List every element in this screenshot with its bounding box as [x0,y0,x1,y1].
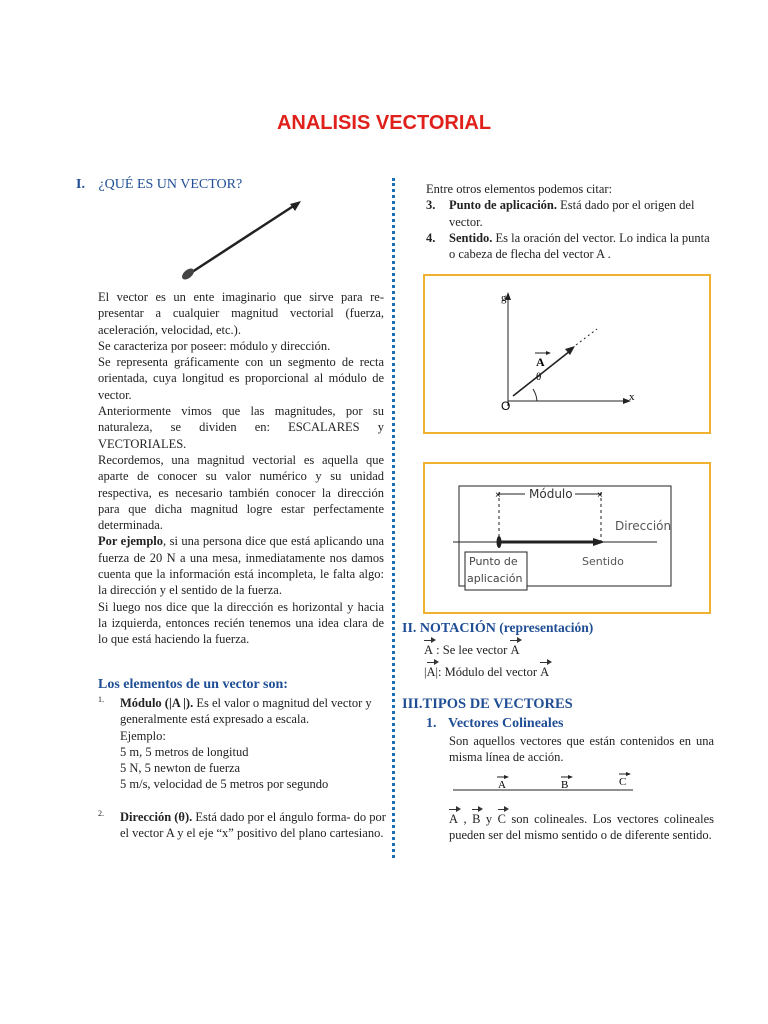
list-marker: 1. [98,695,104,704]
vector-arrowhead [290,201,301,211]
item-text: Está dado por el origen del vector. [449,198,695,229]
vector-label-arrow [546,351,551,355]
example-text: , si una persona dice que está aplicando una fuerza de 20 N a una mesa, inmediatamente nos damos cuenta que la información está incompleta, le falta algo: la dirección y el sentido de la fuerza. [98,534,384,598]
line-of-action [576,329,597,345]
modulo-label: Módulo [529,487,573,501]
section-label: NOTACIÓN [419,621,496,636]
section-heading-vector [76,177,242,193]
list-item-direccion [98,809,386,842]
notation-line-modulo [424,664,549,680]
vector-c: C [619,776,627,788]
vector-symbol: B [472,812,481,826]
modulo-mark-right: × [597,490,603,501]
subsection-heading-colineales [426,716,563,732]
vector-elements-svg [425,464,709,612]
colineales-explanation [449,811,714,844]
direccion-label: Dirección [615,519,672,533]
more-elements-lead: Entre otros elementos podemos citar: [426,182,613,196]
vector-a-label: A [536,355,545,369]
example-line: 5 m, 5 metros de longitud [120,744,249,759]
vec-c-arrow [626,772,631,776]
item-text: Está dado por el ángulo forma- do por el vector A y el eje “x” positivo del plano cartesiano. [120,809,386,841]
intro-paragraph: Se caracteriza por poseer: módulo y dirección. [98,338,331,353]
notation-bar: | [424,665,427,679]
subsection-number: 1. [426,716,437,731]
example-line: 5 m/s, velocidad de 5 metros por segundo [120,777,329,792]
colineales-definition: Son aquellos vectores que están contenidos en una misma línea de acción. [449,734,714,765]
notation-text: |: Módulo del vector [435,665,541,679]
vector-symbol: A [424,643,434,657]
vec-b-arrow [568,775,573,779]
intro-paragraph: El vector es un ente imaginario que sirve para re- presentar a cualquier magnitud vectorial (fuerza, aceleración, velocidad, etc.). [98,290,384,337]
example-line: 5 N, 5 newton de fuerza [120,761,241,776]
item-label: Módulo (|A |). [120,696,194,710]
example-label: Ejemplo: [120,728,166,743]
more-elements [426,181,716,262]
column-divider [392,178,395,858]
item-number: 4. [426,230,436,245]
item-text: Es la oración del vector. Lo indica la punta o cabeza de flecha del vector A . [449,230,710,262]
elements-list [98,695,386,841]
section-label: ¿QUÉ ES UN VECTOR? [98,177,243,192]
notation-line-vector [424,642,519,658]
intro-paragraph: Anteriormente vimos que las magnitudes, por su naturaleza, se dividen en: ESCALARES y VECTORIALES. [98,404,384,451]
item-label: Sentido. [449,230,493,245]
origin-label: O [501,399,511,413]
intro-paragraph: Recordemos, una magnitud vectorial es aquella que aparte de conocer su valor numérico y su unidad respectiva, es necesario también conocer la dirección para que dicha magnitud logre estar perfectamente determinada. [98,452,384,533]
vector-symbol: C [497,812,506,826]
x-axis-label: x [629,391,635,403]
vector-symbol: A [449,812,459,826]
angle-label: θ [536,371,542,383]
vector-illustration [180,196,305,286]
vector-shaft [189,205,295,274]
vector-axis-svg [425,276,709,432]
vector-head [593,538,605,546]
notation-text: : Se lee vector [433,643,511,657]
aplicacion-label: aplicación [467,572,523,585]
intro-paragraph: Se representa gráficamente con un segmento de recta orientada, cuya longitud es proporcional al módulo de vector. [98,355,384,402]
vector-a: A [498,779,506,791]
comma: , [458,812,473,826]
vector-origin-point [180,266,196,281]
vector-b: B [561,779,569,791]
list-item-modulo [98,695,386,793]
collinear-vectors-illustration [447,770,637,796]
colineales-text: son colineales. Los vectores colineales pueden ser del mismo sentido o de diferente sentido. [449,812,714,843]
punto-label: Punto de [469,555,518,568]
item-number: 3. [426,198,436,213]
angle-arc [533,389,537,401]
vector-axis-diagram [423,274,711,434]
example-paragraph [98,533,384,598]
example-followup: Si luego nos dice que la dirección es horizontal y hacia la izquierda, entonces recién tenemos una idea clara de lo que está haciendo la fuerza. [98,599,384,647]
intro-text [98,289,384,648]
y-axis-label: g [501,292,507,304]
list-item-sentido [426,230,716,263]
item-text: Es el valor o magnitud del vector y generalmente está expresado a escala. [120,696,372,727]
item-label: Punto de aplicación. [449,198,557,213]
subsection-label: Vectores Colineales [448,716,564,731]
vector-symbol: A [426,665,436,679]
section-sub-label: (representación) [495,620,594,635]
modulo-mark-left: × [495,490,501,501]
item-label: Dirección (θ). [120,809,193,824]
section-number: II. [402,621,417,636]
list-marker: 2. [98,808,104,818]
example-lead: Por ejemplo [98,534,164,549]
vector-symbol: A [540,665,550,679]
elements-heading: Los elementos de un vector son: [98,677,288,692]
section-number: I. [76,177,85,192]
page-title: ANALISIS VECTORIAL [276,112,492,134]
vector-symbol: A [510,643,520,657]
section-heading-types: III.TIPOS DE VECTORES [402,696,573,712]
sentido-label: Sentido [582,555,624,568]
vector-elements-diagram [423,462,711,614]
section-heading-notation [402,620,593,637]
conjunction: y [480,812,498,826]
list-item-punto [426,197,716,230]
